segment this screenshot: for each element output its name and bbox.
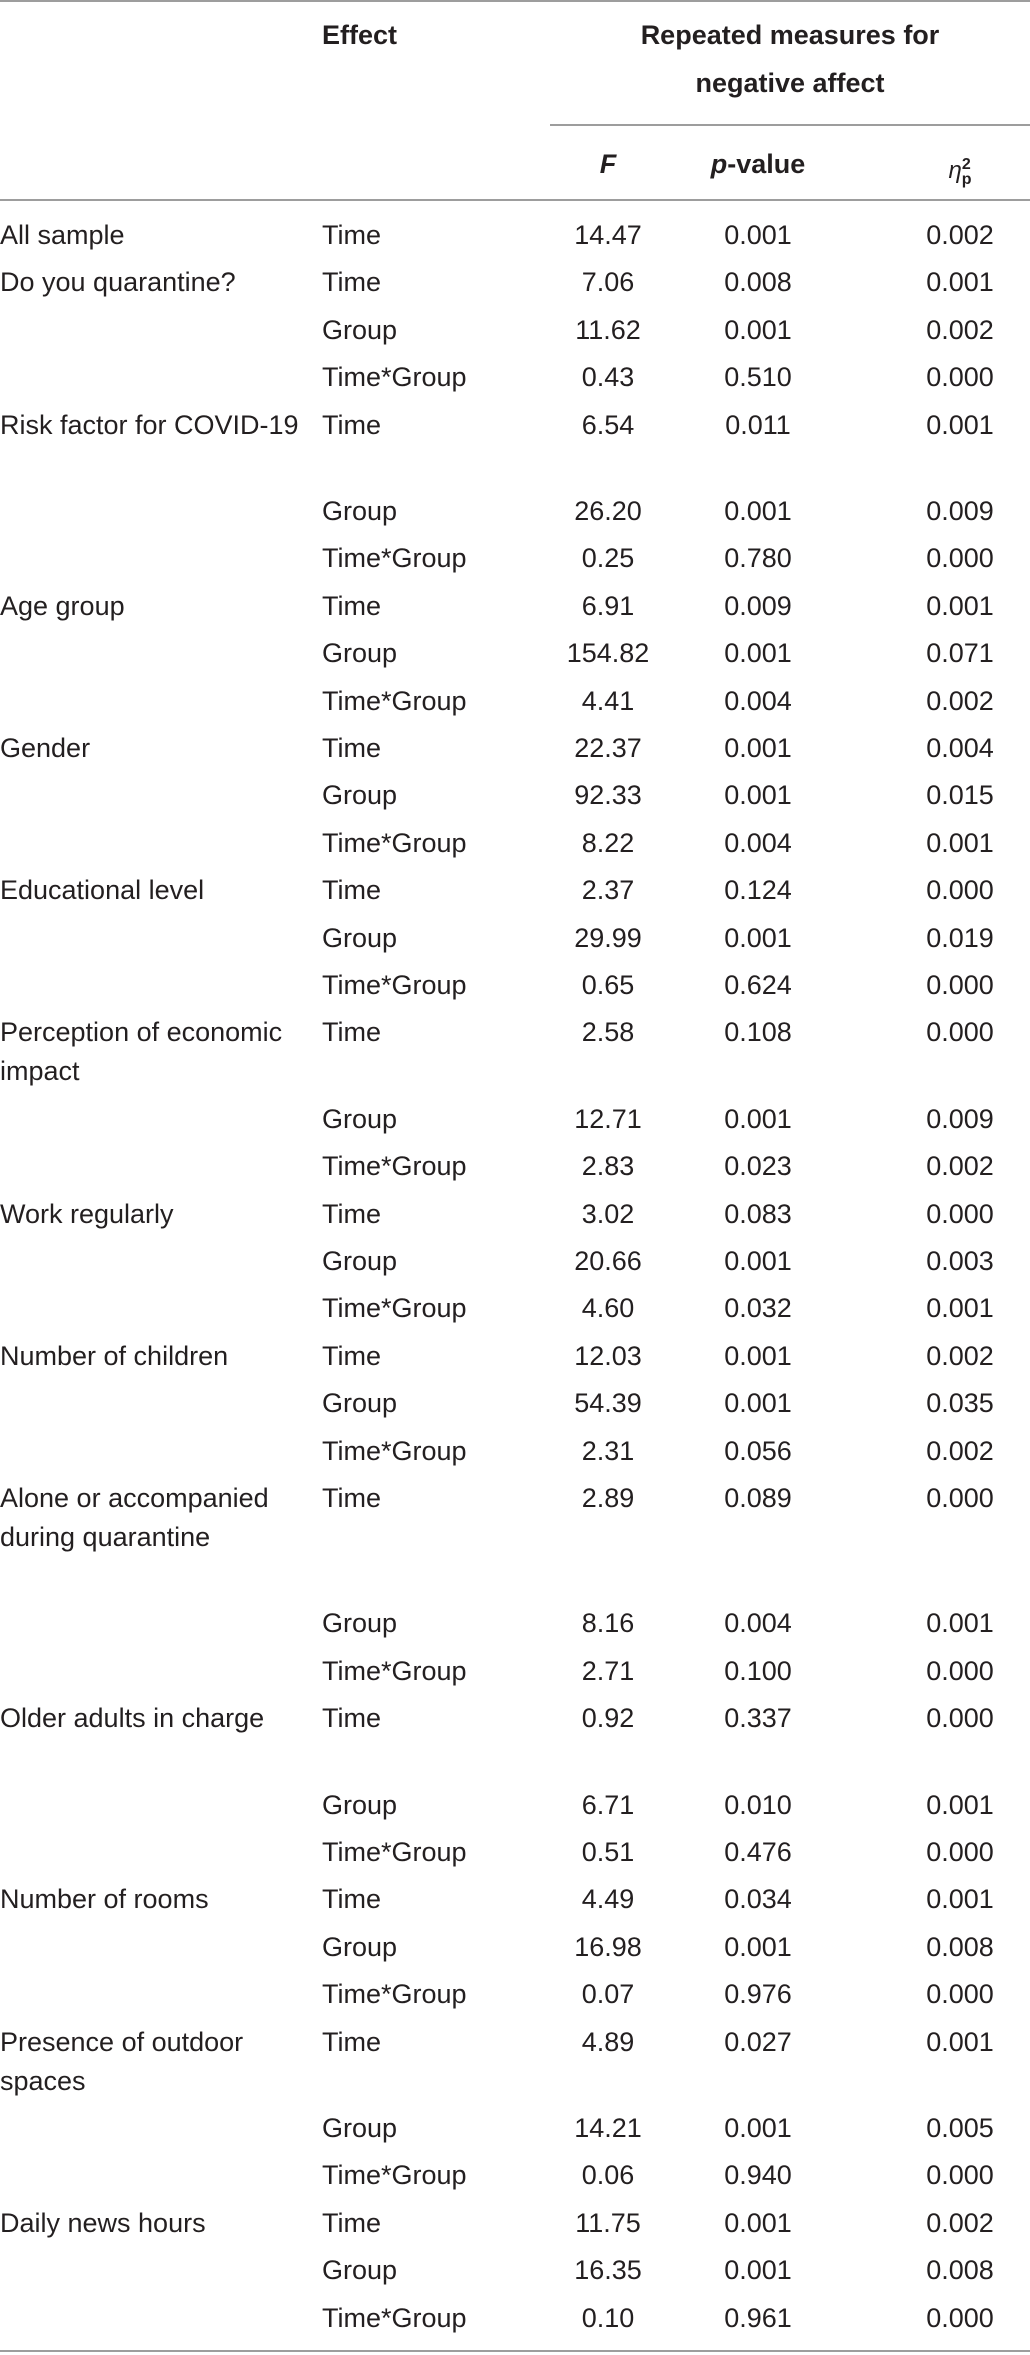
row-variable: Work regularly	[0, 1198, 174, 1229]
row-p-value: 0.940	[724, 2160, 792, 2191]
row-effect: Time	[322, 1198, 381, 1229]
row-p-value: 0.089	[724, 1483, 792, 1513]
row-p-value: 0.976	[724, 1979, 792, 2010]
row-p-value: 0.001	[724, 1103, 792, 1134]
row-effect: Time*Group	[322, 685, 467, 716]
row-effect: Time*Group	[322, 2160, 467, 2191]
row-f-value: 0.07	[581, 1979, 635, 2010]
row-p-value: 0.032	[724, 1293, 792, 1324]
row-f-value: 2.37	[581, 875, 635, 906]
row-f-value: 14.21	[574, 2113, 642, 2143]
row-f-value: 26.20	[574, 496, 642, 526]
row-f-value: 4.41	[581, 685, 635, 716]
row-eta-value: 0.001	[926, 1608, 994, 1639]
row-eta-value: 0.002	[926, 685, 994, 716]
row-p-value: 0.001	[724, 780, 792, 811]
row-eta-value: 0.000	[926, 1837, 994, 1867]
row-p-value: 0.004	[724, 827, 792, 858]
row-f-value: 6.91	[581, 590, 635, 621]
row-effect: Time*Group	[322, 1435, 467, 1466]
row-p-value: 0.001	[724, 1340, 792, 1371]
row-effect: Time	[322, 409, 381, 440]
eta-letter: η	[948, 157, 962, 184]
row-eta-value: 0.071	[926, 638, 994, 669]
row-p-value: 0.624	[724, 970, 792, 1000]
row-effect: Time*Group	[322, 2302, 467, 2333]
row-eta-value: 0.000	[926, 2160, 994, 2191]
row-eta-value: 0.001	[926, 1884, 994, 1915]
header-p-value	[658, 141, 858, 188]
header-subrule	[550, 124, 1030, 126]
row-eta-value: 0.001	[926, 1293, 994, 1324]
row-effect: Time	[322, 1703, 381, 1734]
header-p-rest: -value	[727, 149, 806, 179]
row-f-value: 11.75	[575, 2207, 641, 2238]
row-f-value: 4.49	[581, 1884, 635, 1915]
row-p-value: 0.476	[724, 1837, 792, 1867]
row-f-value: 0.25	[581, 543, 635, 574]
row-effect: Time*Group	[322, 543, 467, 574]
row-p-value: 0.001	[724, 1931, 792, 1962]
row-p-value: 0.001	[724, 1246, 792, 1276]
row-variable: Number of rooms	[0, 1884, 209, 1915]
row-f-value: 2.58	[581, 1017, 635, 1048]
row-effect: Time*Group	[322, 1293, 467, 1324]
row-f-value: 154.82	[566, 638, 650, 669]
row-effect: Time	[322, 733, 381, 763]
row-effect: Time	[322, 2026, 381, 2057]
header-bottom-rule	[0, 199, 1030, 201]
row-variable: Age group	[0, 590, 125, 621]
row-f-value: 0.06	[581, 2160, 635, 2191]
row-p-value: 0.001	[724, 2255, 792, 2286]
row-f-value: 8.16	[581, 1608, 635, 1639]
row-effect: Time	[322, 1017, 381, 1048]
row-p-value: 0.010	[724, 1789, 792, 1820]
row-f-value: 3.02	[581, 1198, 635, 1229]
row-eta-value: 0.000	[926, 1017, 994, 1048]
row-f-value: 12.71	[574, 1103, 642, 1134]
row-variable: Presence of outdoor spaces	[0, 2026, 244, 2096]
row-effect: Group	[322, 1388, 398, 1419]
row-variable: Educational level	[0, 875, 205, 906]
row-p-value: 0.034	[724, 1884, 792, 1915]
row-eta-value: 0.000	[926, 543, 994, 574]
row-eta-value: 0.001	[926, 1789, 994, 1820]
row-eta-value: 0.005	[926, 2113, 994, 2143]
row-p-value: 0.009	[724, 590, 792, 621]
top-rule	[0, 0, 1030, 2]
row-f-value: 0.65	[581, 970, 635, 1000]
row-f-value: 0.92	[581, 1703, 635, 1734]
bottom-rule	[0, 2350, 1030, 2352]
row-effect: Group	[322, 922, 398, 953]
row-f-value: 0.51	[581, 1837, 635, 1867]
row-variable: Risk factor for COVID-19	[0, 409, 299, 440]
eta-sub: p	[961, 170, 972, 188]
row-effect: Time	[322, 1884, 381, 1915]
row-effect: Group	[322, 2255, 398, 2286]
row-eta-value: 0.002	[926, 1435, 994, 1466]
row-effect: Time	[322, 590, 381, 621]
row-eta-value: 0.002	[926, 314, 994, 345]
row-variable: Older adults in charge	[0, 1703, 265, 1734]
row-effect: Group	[322, 1103, 398, 1134]
row-f-value: 29.99	[574, 922, 642, 953]
row-p-value: 0.961	[724, 2302, 792, 2333]
header-f	[548, 141, 668, 188]
row-eta-value: 0.002	[926, 220, 994, 250]
row-effect: Time	[322, 1483, 381, 1513]
row-p-value: 0.124	[724, 875, 792, 906]
row-effect: Group	[322, 1246, 398, 1276]
row-eta-value: 0.000	[926, 1655, 994, 1686]
row-f-value: 0.43	[581, 362, 635, 393]
row-f-value: 92.33	[574, 780, 642, 811]
row-p-value: 0.056	[724, 1435, 792, 1466]
row-effect: Group	[322, 496, 398, 526]
row-p-value: 0.004	[724, 685, 792, 716]
row-eta-value: 0.000	[926, 362, 994, 393]
row-eta-value: 0.008	[926, 1931, 994, 1962]
row-f-value: 54.39	[574, 1388, 642, 1419]
row-variable: Alone or accompanied during quarantine	[0, 1483, 269, 1552]
row-p-value: 0.001	[724, 1388, 792, 1419]
row-eta-value: 0.001	[926, 409, 994, 440]
row-f-value: 22.37	[574, 733, 642, 763]
row-p-value: 0.001	[724, 2113, 792, 2143]
row-p-value: 0.337	[724, 1703, 792, 1734]
row-p-value: 0.100	[724, 1655, 792, 1686]
row-f-value: 16.35	[574, 2255, 642, 2286]
row-p-value: 0.780	[724, 543, 792, 574]
row-effect: Time*Group	[322, 1979, 467, 2010]
row-f-value: 14.47	[574, 220, 642, 250]
row-variable: Number of children	[0, 1340, 229, 1371]
header-group-title-line1: Repeated measures for	[640, 20, 940, 50]
row-p-value: 0.008	[724, 267, 792, 298]
row-eta-value: 0.000	[926, 970, 994, 1000]
row-eta-value: 0.002	[926, 2207, 994, 2238]
row-effect: Group	[322, 2113, 398, 2143]
row-effect: Time*Group	[322, 1837, 467, 1867]
row-f-value: 4.89	[581, 2026, 635, 2057]
row-p-value: 0.001	[724, 314, 792, 345]
row-effect: Time	[322, 1340, 381, 1371]
row-f-value: 6.54	[581, 409, 635, 440]
row-f-value: 2.89	[581, 1483, 635, 1513]
eta-symbol	[948, 156, 972, 188]
row-f-value: 12.03	[574, 1340, 642, 1371]
row-f-value: 0.10	[581, 2302, 635, 2333]
row-effect: Group	[322, 638, 398, 669]
row-p-value: 0.001	[724, 496, 792, 526]
header-f-label: F	[599, 149, 617, 179]
row-f-value: 4.60	[581, 1293, 635, 1324]
row-eta-value: 0.000	[926, 2302, 994, 2333]
row-eta-value: 0.001	[926, 590, 994, 621]
row-eta-value: 0.019	[926, 922, 994, 953]
row-effect: Time*Group	[322, 827, 467, 858]
row-f-value: 6.71	[581, 1789, 635, 1820]
row-p-value: 0.108	[724, 1017, 792, 1048]
eta-sup: 2	[961, 156, 971, 173]
row-variable: Do you quarantine?	[0, 267, 236, 298]
row-eta-value: 0.001	[926, 827, 994, 858]
row-f-value: 2.31	[581, 1435, 635, 1466]
row-effect: Group	[322, 1789, 398, 1820]
row-p-value: 0.001	[724, 922, 792, 953]
row-p-value: 0.001	[724, 2207, 792, 2238]
row-eta-value: 0.035	[926, 1388, 994, 1419]
row-p-value: 0.001	[724, 638, 792, 669]
header-eta	[860, 141, 1030, 203]
row-effect: Time*Group	[322, 1151, 467, 1182]
row-variable: Perception of economic impact	[0, 1017, 283, 1087]
row-p-value: 0.011	[725, 409, 791, 440]
row-eta-value: 0.001	[926, 2026, 994, 2057]
row-p-value: 0.001	[724, 733, 792, 763]
row-f-value: 16.98	[574, 1931, 642, 1962]
row-effect: Group	[322, 314, 398, 345]
row-eta-value: 0.002	[926, 1151, 994, 1182]
row-p-value: 0.510	[724, 362, 792, 393]
row-eta-value: 0.000	[926, 875, 994, 906]
row-f-value: 11.62	[575, 314, 641, 345]
row-variable: All sample	[0, 220, 125, 250]
row-effect: Group	[322, 1931, 398, 1962]
row-f-value: 8.22	[581, 827, 635, 858]
row-variable: Daily news hours	[0, 2207, 206, 2238]
row-p-value: 0.023	[724, 1151, 792, 1182]
row-eta-value: 0.000	[926, 1703, 994, 1734]
row-effect: Time*Group	[322, 362, 467, 393]
row-eta-value: 0.009	[926, 496, 994, 526]
row-eta-value: 0.004	[926, 733, 994, 763]
header-p-italic: p	[710, 149, 728, 179]
row-eta-value: 0.000	[926, 1979, 994, 2010]
row-effect: Group	[322, 1608, 398, 1639]
row-effect: Time	[322, 220, 381, 250]
row-effect: Time*Group	[322, 1655, 467, 1686]
row-p-value: 0.083	[724, 1198, 792, 1229]
header-group-title-line2: negative affect	[695, 68, 885, 98]
row-eta-value: 0.000	[926, 1198, 994, 1229]
row-eta-value: 0.001	[926, 267, 994, 298]
row-variable: Gender	[0, 733, 91, 763]
row-f-value: 2.71	[581, 1655, 635, 1686]
row-eta-value: 0.015	[926, 780, 994, 811]
row-f-value: 2.83	[581, 1151, 635, 1182]
row-p-value: 0.027	[724, 2026, 792, 2057]
row-p-value: 0.004	[724, 1608, 792, 1639]
row-eta-value: 0.003	[926, 1246, 994, 1276]
row-effect: Time*Group	[322, 970, 467, 1000]
row-effect: Time	[322, 2207, 381, 2238]
row-effect: Time	[322, 267, 381, 298]
row-eta-value: 0.000	[926, 1483, 994, 1513]
row-eta-value: 0.009	[926, 1103, 994, 1134]
row-f-value: 7.06	[581, 267, 635, 298]
row-p-value: 0.001	[724, 220, 792, 250]
row-f-value: 20.66	[574, 1246, 642, 1276]
row-effect: Time	[322, 875, 381, 906]
header-effect: Effect	[322, 20, 398, 50]
row-eta-value: 0.008	[926, 2255, 994, 2286]
row-effect: Group	[322, 780, 398, 811]
row-eta-value: 0.002	[926, 1340, 994, 1371]
